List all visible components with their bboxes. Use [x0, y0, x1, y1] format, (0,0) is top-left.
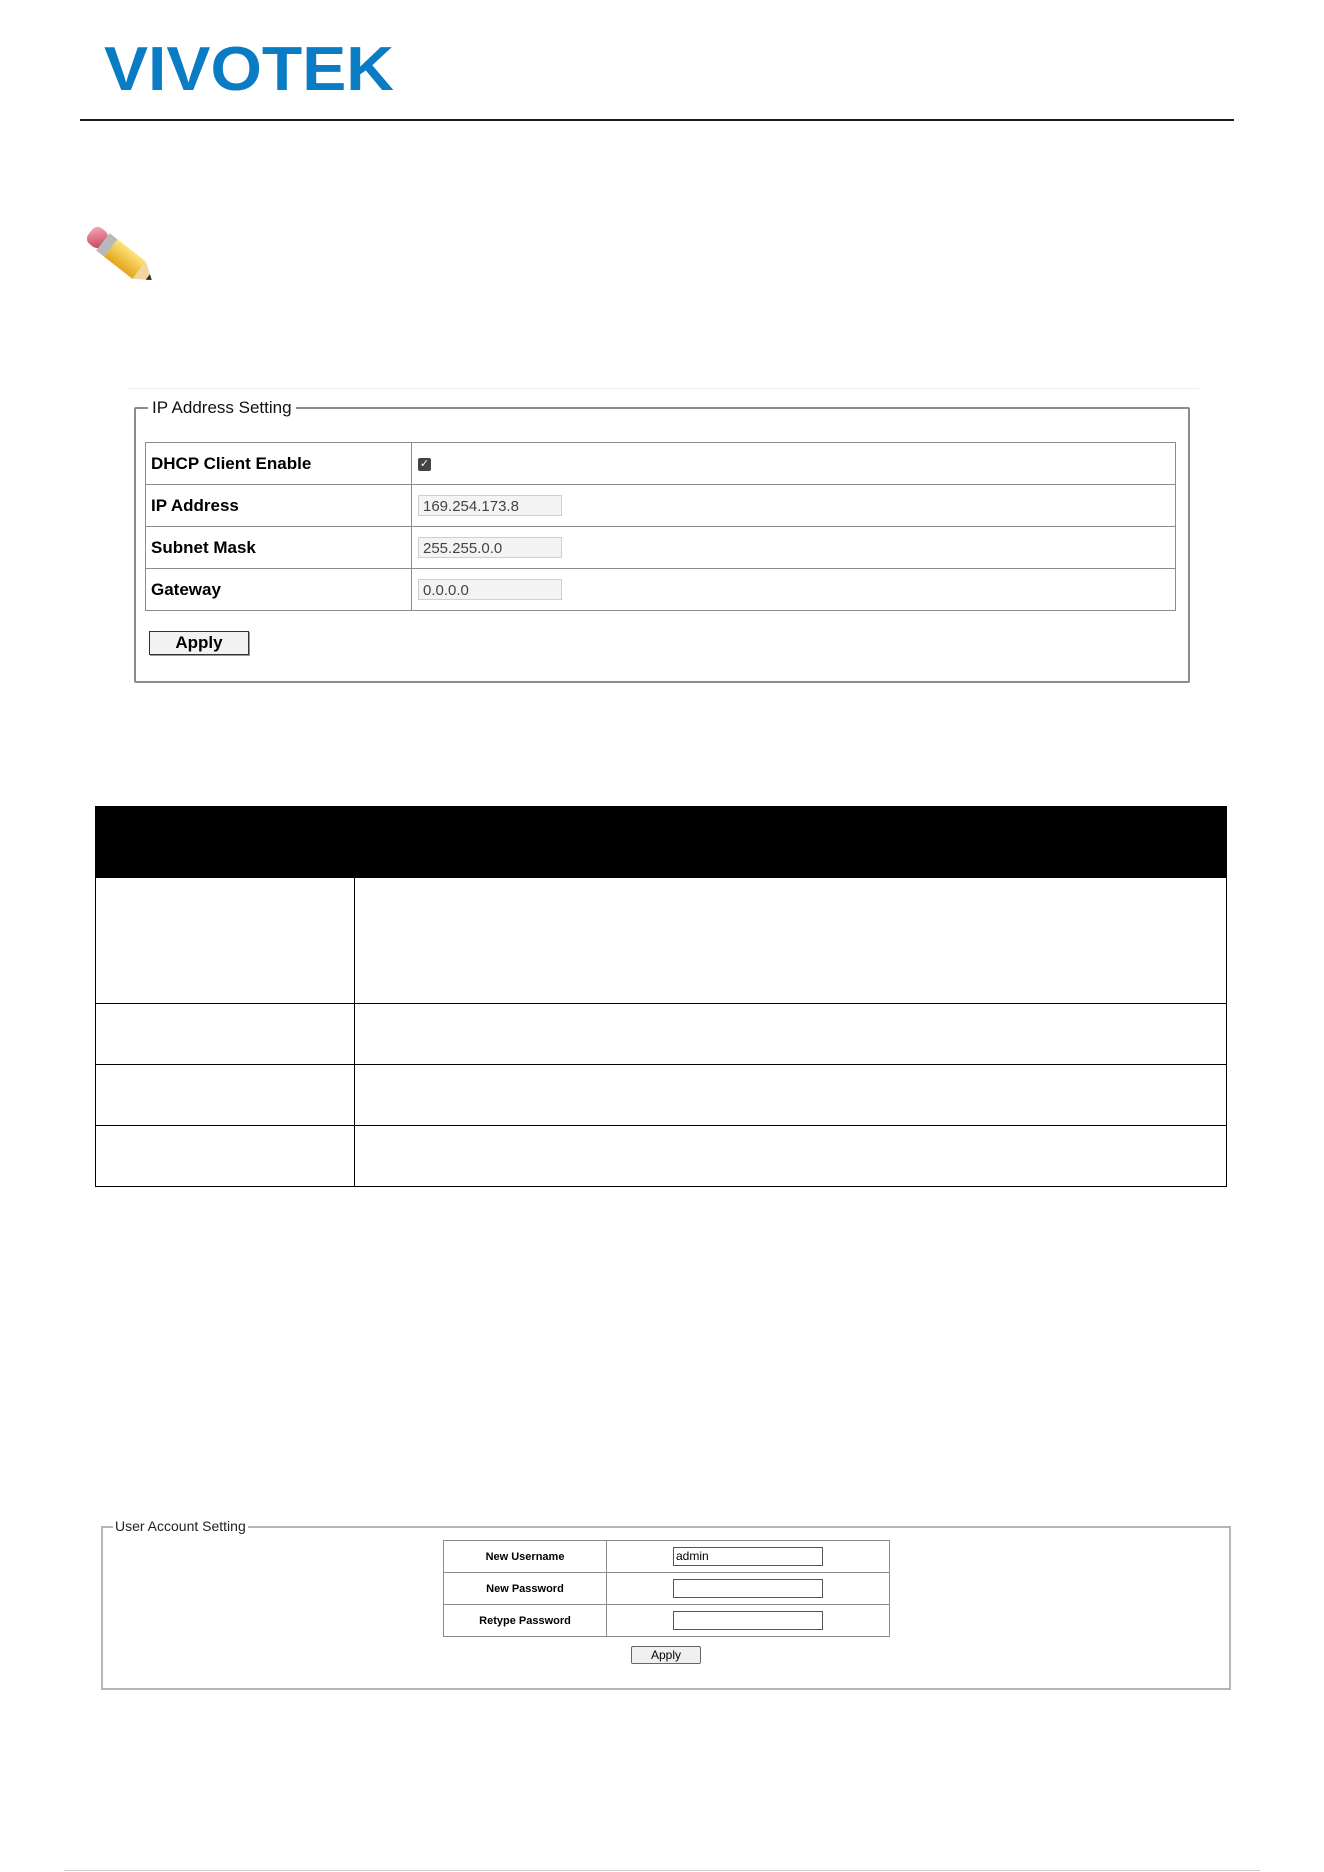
dhcp-client-enable-label: DHCP Client Enable — [146, 443, 412, 485]
gateway-field[interactable]: 0.0.0.0 — [418, 579, 562, 600]
vivotek-logo — [104, 38, 394, 96]
dhcp-client-enable-checkbox[interactable]: ✓ — [419, 457, 430, 470]
ip-apply-button[interactable]: Apply — [149, 631, 249, 655]
ip-address-field[interactable]: 169.254.173.8 — [418, 495, 562, 516]
table-row — [146, 569, 1176, 611]
table-cell — [355, 1004, 1227, 1065]
table-row — [146, 527, 1176, 569]
ip-setting-table — [145, 442, 1176, 611]
table-header-cell — [355, 807, 1227, 878]
table-cell — [96, 1065, 355, 1126]
gateway-label: Gateway — [146, 569, 412, 611]
table-header-row — [96, 807, 1227, 878]
ip-address-label: IP Address — [146, 485, 412, 527]
svg-text:VIVOTEK: VIVOTEK — [104, 38, 394, 96]
header-divider — [80, 119, 1234, 121]
table-row — [146, 443, 1176, 485]
table-row — [96, 1004, 1227, 1065]
user-account-table — [443, 1540, 890, 1637]
screenshot-top-edge — [127, 388, 1199, 389]
pencil-note-icon — [80, 220, 162, 292]
table-row — [96, 1126, 1227, 1187]
retype-password-label: Retype Password — [444, 1605, 607, 1637]
table-row — [444, 1541, 890, 1573]
table-row — [96, 1065, 1227, 1126]
new-username-label: New Username — [444, 1541, 607, 1573]
table-header-cell — [96, 807, 355, 878]
new-username-field[interactable]: admin — [673, 1547, 823, 1566]
subnet-mask-field[interactable]: 255.255.0.0 — [418, 537, 562, 558]
table-cell — [96, 878, 355, 1004]
retype-password-field[interactable] — [673, 1611, 823, 1630]
new-password-label: New Password — [444, 1573, 607, 1605]
table-cell — [355, 1126, 1227, 1187]
table-row — [146, 485, 1176, 527]
footer-divider — [64, 1870, 1260, 1871]
subnet-mask-label: Subnet Mask — [146, 527, 412, 569]
table-cell — [96, 1004, 355, 1065]
table-row — [444, 1605, 890, 1637]
table-row — [96, 878, 1227, 1004]
user-account-apply-button[interactable]: Apply — [631, 1646, 701, 1664]
table-cell — [355, 1065, 1227, 1126]
table-cell — [355, 878, 1227, 1004]
description-table — [95, 806, 1227, 1187]
table-cell — [96, 1126, 355, 1187]
table-row — [444, 1573, 890, 1605]
user-account-setting-legend: User Account Setting — [115, 1518, 246, 1534]
new-password-field[interactable] — [673, 1579, 823, 1598]
ip-address-setting-legend: IP Address Setting — [148, 398, 296, 418]
